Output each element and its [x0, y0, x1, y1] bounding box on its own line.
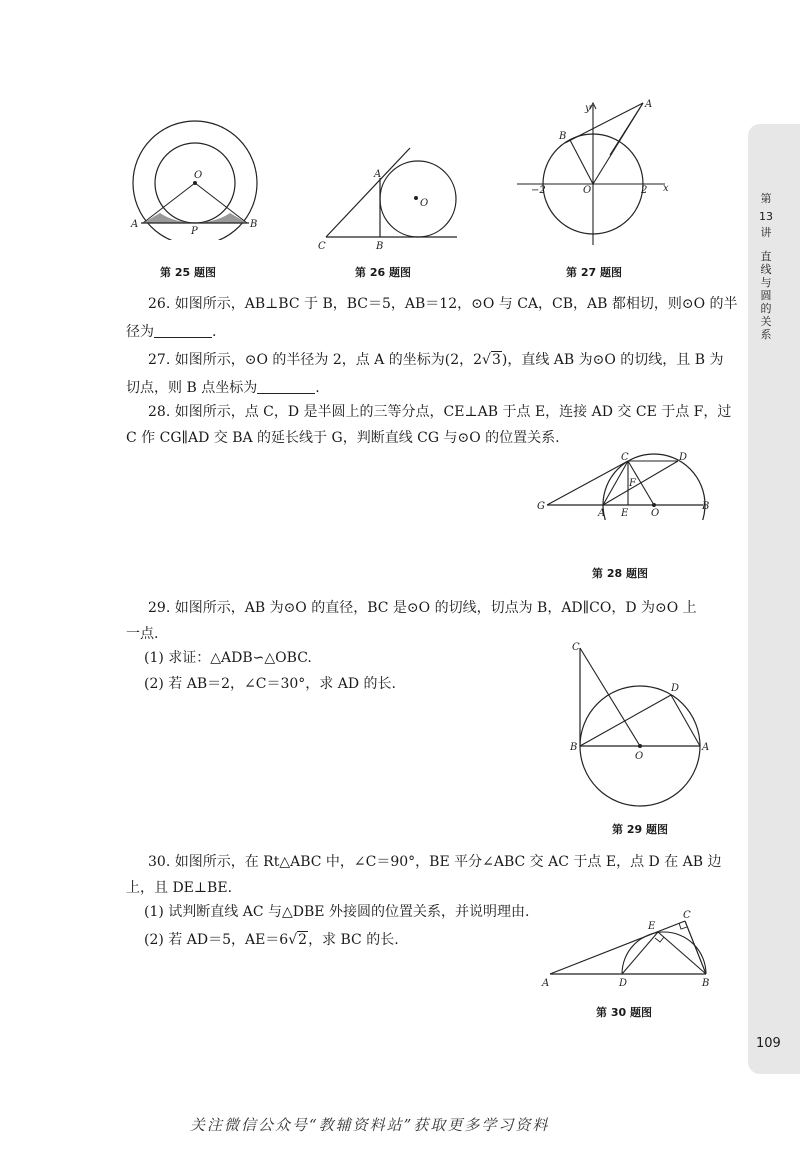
fig29-caption: 第 29 题图 [612, 823, 668, 836]
fig25-label-p: P [191, 226, 198, 237]
problem-26-line2 [126, 318, 216, 346]
answer-blank-27[interactable] [257, 379, 315, 394]
fig29-label-o: O [635, 751, 644, 762]
fig30-caption: 第 30 题图 [596, 1006, 652, 1019]
fig25-label-o: O [194, 170, 203, 181]
fig26-label-c: C [318, 241, 326, 252]
figure-29 [565, 635, 720, 815]
problem-30-part2-text-b: ，求 BC 的长. [308, 932, 399, 948]
problem-28-line2: C 作 CG∥AD 交 BA 的延长线于 G，判断直线 CG 与⊙O 的位置关系. [126, 430, 560, 446]
fig26-label-o: O [420, 198, 429, 209]
figure-25 [125, 120, 265, 240]
problem-27-text-b: )，直线 AB 为⊙O 的切线，且 B 为 [501, 352, 724, 368]
problem-30-part2-text-a: (2) 若 AD＝5，AE＝6 [144, 932, 289, 948]
lecture-number: 13 [759, 210, 773, 223]
answer-blank-26[interactable] [154, 323, 212, 338]
figure-26 [312, 140, 462, 255]
fig30-label-d: D [619, 978, 628, 989]
fig30-label-c: C [683, 910, 691, 921]
problem-29-line1: 29. 如图所示，AB 为⊙O 的直径，BC 是⊙O 的切线，切点为 B，AD∥CO，D 为⊙O 上 [148, 600, 697, 616]
fig28-label-d: D [679, 452, 688, 463]
fig26-label-a: A [374, 169, 382, 180]
fig27-label-x: x [663, 183, 669, 194]
fig30-label-a: A [542, 978, 550, 989]
fig25-caption: 第 25 题图 [160, 266, 216, 279]
footer-watermark: 关注微信公众号“教辅资料站”获取更多学习资料 [190, 1116, 550, 1134]
fig27-label-b: B [559, 131, 567, 142]
problem-30-part2: (2) 若 AD＝5，AE＝6√2，求 BC 的长. [144, 932, 399, 948]
lecture-suffix: 讲 [760, 226, 772, 239]
fig27-label-neg2: −2 [531, 185, 546, 196]
fig26-label-b: B [376, 241, 384, 252]
fig28-caption: 第 28 题图 [592, 567, 648, 580]
fig28-label-o: O [651, 508, 660, 519]
fig27-label-o: O [583, 185, 592, 196]
fig28-label-c: C [621, 452, 629, 463]
problem-29-part2: (2) 若 AB＝2，∠C＝30°，求 AD 的长. [144, 676, 396, 692]
figure-27 [515, 95, 680, 255]
fig28-label-g: G [537, 501, 545, 512]
problem-27-line1: 27. 如图所示，⊙O 的半径为 2，点 A 的坐标为(2，2√3)，直线 AB 为⊙O 的切线，且 B 为 [148, 352, 724, 368]
fig25-label-a: A [131, 219, 139, 230]
chapter-side-tab [748, 124, 800, 1074]
figure-30 [538, 905, 718, 995]
fig29-label-b: B [570, 742, 578, 753]
fig27-caption: 第 27 题图 [566, 266, 622, 279]
figure-28 [535, 448, 715, 520]
fig29-label-a: A [702, 742, 710, 753]
problem-29-line2: 一点. [126, 626, 159, 642]
problem-30-part1: (1) 试判断直线 AC 与△DBE 外接圆的位置关系，并说明理由. [144, 904, 530, 920]
fig27-label-pos2: 2 [641, 185, 648, 196]
lecture-prefix: 第 [760, 192, 772, 205]
fig27-label-a: A [645, 99, 653, 110]
fig25-label-b: B [250, 219, 258, 230]
fig30-label-b: B [702, 978, 710, 989]
problem-30-sqrt: 2 [298, 932, 308, 948]
fig28-label-e: E [621, 508, 629, 519]
problem-30-line1: 30. 如图所示，在 Rt△ABC 中，∠C＝90°，BE 平分∠ABC 交 AC 于点 E，点 D 在 AB 边 [148, 854, 722, 870]
fig28-label-a: A [598, 508, 606, 519]
fig29-label-c: C [572, 642, 580, 653]
fig28-label-b: B [702, 501, 710, 512]
problem-26-line1: 26. 如图所示，AB⊥BC 于 B，BC＝5，AB＝12，⊙O 与 CA，CB，AB 都相切，则⊙O 的半 [148, 296, 738, 312]
problem-26-prompt: 径为 [126, 324, 154, 340]
problem-29-part1: (1) 求证：△ADB∽△OBC. [144, 650, 312, 666]
problem-27-sqrt: 3 [491, 352, 501, 368]
fig28-label-f: F [629, 478, 636, 489]
page-number: 109 [756, 1036, 781, 1051]
problem-26-end: . [212, 324, 217, 340]
fig26-caption: 第 26 题图 [355, 266, 411, 279]
fig27-label-y: y [585, 103, 591, 114]
fig30-label-e: E [648, 921, 656, 932]
problem-27-prompt: 切点，则 B 点坐标为 [126, 380, 258, 396]
problem-30-line2: 上，且 DE⊥BE. [126, 880, 233, 896]
fig29-label-d: D [671, 683, 680, 694]
problem-27-end: . [315, 380, 320, 396]
chapter-title: 直线与圆的关系 [760, 250, 772, 341]
problem-27-text-a: 27. 如图所示，⊙O 的半径为 2，点 A 的坐标为(2，2 [148, 352, 483, 368]
problem-28-line1: 28. 如图所示，点 C，D 是半圆上的三等分点，CE⊥AB 于点 E，连接 AD 交 CE 于点 F，过 [148, 404, 732, 420]
